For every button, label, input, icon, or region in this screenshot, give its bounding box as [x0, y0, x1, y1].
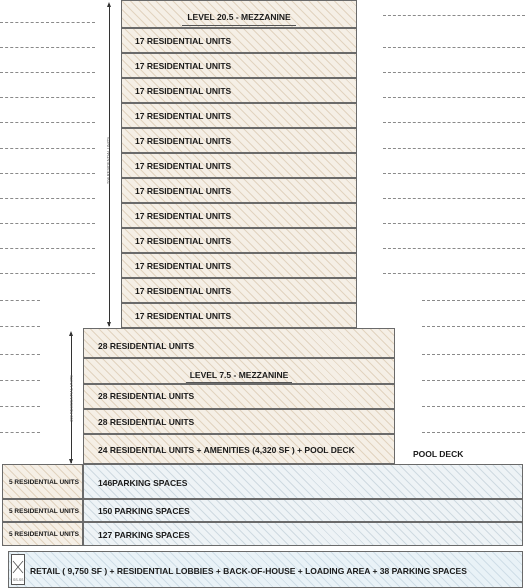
guide-line: [383, 173, 525, 174]
ground-retail-level: [8, 551, 523, 588]
guide-line: [383, 47, 525, 48]
mezzanine-underline: [186, 382, 292, 383]
guide-line: [422, 354, 525, 355]
tower-floor: [121, 103, 357, 128]
podium-mezzanine-level: [83, 358, 395, 384]
parking-label: 127 PARKING SPACES: [98, 530, 190, 540]
floor-label: 24 RESIDENTIAL UNITS + AMENITIES (4,320 SF ) + POOL DECK: [98, 445, 355, 455]
guide-line: [0, 354, 40, 355]
guide-line: [0, 122, 95, 123]
guide-line: [0, 248, 95, 249]
tower-floor: [121, 303, 357, 328]
tower-floor: [121, 128, 357, 153]
guide-line: [0, 300, 40, 301]
guide-line: [0, 72, 95, 73]
garage-parking-level: [83, 464, 523, 499]
arrow-up-icon: [107, 2, 111, 7]
tower-floor: [121, 153, 357, 178]
guide-line: [422, 300, 525, 301]
guide-line: [0, 97, 95, 98]
guide-line: [383, 122, 525, 123]
guide-line: [383, 148, 525, 149]
tower-dimension-label: 204 RESIDENTIAL UNITS: [105, 137, 111, 184]
garage-wrap-units: [2, 499, 83, 522]
pool-deck-label: POOL DECK: [413, 449, 464, 459]
tower-floor: [121, 278, 357, 303]
wrap-units-label: 5 RESIDENTIAL UNITS: [9, 508, 79, 515]
core-tag: SS-SS: [13, 578, 24, 582]
tower-floor: [121, 203, 357, 228]
floor-label: 17 RESIDENTIAL UNITS: [135, 186, 232, 196]
arrow-up-icon: [69, 331, 73, 336]
guide-line: [383, 15, 525, 16]
tower-floor: [121, 53, 357, 78]
podium-floor: [83, 384, 395, 409]
floor-label: 17 RESIDENTIAL UNITS: [135, 311, 232, 321]
floor-label: 17 RESIDENTIAL UNITS: [135, 61, 232, 71]
parking-label: 150 PARKING SPACES: [98, 506, 190, 516]
floor-label: 17 RESIDENTIAL UNITS: [135, 136, 232, 146]
tower-mezzanine-label: LEVEL 20.5 - MEZZANINE: [187, 12, 291, 22]
guide-line: [422, 432, 525, 433]
floor-label: 17 RESIDENTIAL UNITS: [135, 236, 232, 246]
tower-floor: [121, 78, 357, 103]
garage-parking-level: [83, 499, 523, 522]
floor-label: 17 RESIDENTIAL UNITS: [135, 86, 232, 96]
stair-core-box: [11, 554, 25, 585]
guide-line: [0, 173, 95, 174]
podium-floor: [83, 409, 395, 434]
guide-line: [0, 47, 95, 48]
arrow-down-icon: [107, 322, 111, 327]
podium-top-floor: [83, 328, 395, 358]
guide-line: [0, 223, 95, 224]
wrap-units-label: 5 RESIDENTIAL UNITS: [9, 531, 79, 538]
floor-label: 17 RESIDENTIAL UNITS: [135, 161, 232, 171]
floor-label: 28 RESIDENTIAL UNITS: [98, 341, 195, 351]
floor-label: 28 RESIDENTIAL UNITS: [98, 417, 195, 427]
guide-line: [383, 198, 525, 199]
guide-line: [0, 22, 95, 23]
tower-floor: [121, 178, 357, 203]
garage-wrap-units: [2, 464, 83, 499]
podium-mezzanine-label: LEVEL 7.5 - MEZZANINE: [189, 370, 289, 380]
guide-line: [383, 223, 525, 224]
guide-line: [0, 432, 40, 433]
guide-line: [383, 97, 525, 98]
floor-label: 17 RESIDENTIAL UNITS: [135, 211, 232, 221]
guide-line: [383, 72, 525, 73]
floor-label: 17 RESIDENTIAL UNITS: [135, 286, 232, 296]
tower-floor: [121, 228, 357, 253]
guide-line: [0, 273, 95, 274]
podium-dimension-label: 108 RESIDENTIAL UNITS: [68, 375, 74, 422]
floor-label: 28 RESIDENTIAL UNITS: [98, 391, 195, 401]
tower-mezzanine-level: [121, 0, 357, 28]
garage-parking-level: [83, 522, 523, 546]
guide-line: [0, 380, 40, 381]
guide-line: [422, 380, 525, 381]
guide-line: [422, 406, 525, 407]
floor-label: 17 RESIDENTIAL UNITS: [135, 261, 232, 271]
wrap-units-label: 5 RESIDENTIAL UNITS: [9, 479, 79, 486]
guide-line: [0, 406, 40, 407]
mezzanine-underline: [182, 25, 296, 26]
guide-line: [0, 148, 95, 149]
tower-floor: [121, 253, 357, 278]
garage-wrap-units: [2, 522, 83, 546]
tower-floor: [121, 28, 357, 53]
guide-line: [422, 326, 525, 327]
parking-label: 146PARKING SPACES: [98, 478, 188, 488]
floor-label: 17 RESIDENTIAL UNITS: [135, 111, 232, 121]
podium-amenity-floor: [83, 434, 395, 464]
guide-line: [383, 248, 525, 249]
retail-label: RETAIL ( 9,750 SF ) + RESIDENTIAL LOBBIES + BACK-OF-HOUSE + LOADING AREA + 38 PARKING SPACES: [30, 566, 467, 576]
guide-line: [0, 326, 40, 327]
guide-line: [383, 273, 525, 274]
guide-line: [0, 198, 95, 199]
floor-label: 17 RESIDENTIAL UNITS: [135, 36, 232, 46]
